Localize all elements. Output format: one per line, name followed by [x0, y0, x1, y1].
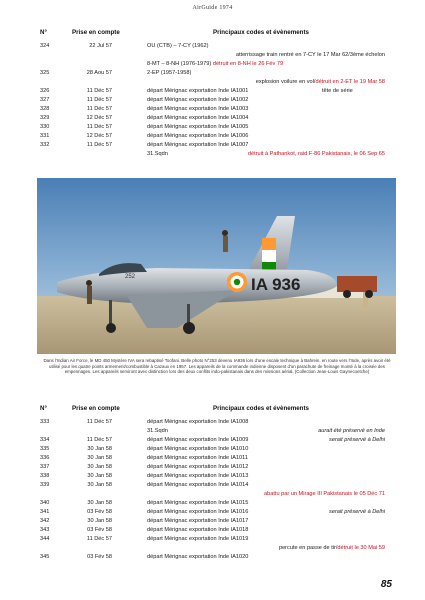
- row-number: 324: [40, 43, 50, 49]
- aircraft-photo: [37, 178, 396, 354]
- table-row: [0, 427, 425, 436]
- table-row: [0, 105, 425, 114]
- table-row: [0, 123, 425, 132]
- event-text: départ Mérignac exportation Inde IA1003: [147, 106, 249, 112]
- event-text: 31.Sqdn: [147, 428, 168, 434]
- event-text: 2-EP (1957-1958): [147, 70, 192, 76]
- remark-text: explosion voilure en vol/: [255, 79, 316, 85]
- row-date: 12 Déc 57: [86, 133, 112, 139]
- table1-header-date: Prise en compte: [72, 29, 120, 36]
- row-date: 30 Jan 58: [87, 464, 112, 470]
- event-text: OU (CTB) – 7-CY (1962): [147, 43, 209, 49]
- event-text: départ Mérignac exportation Inde IA1020: [147, 554, 249, 560]
- table-row: [0, 78, 425, 87]
- row-event: [147, 526, 248, 535]
- event-text: départ Mérignac exportation Inde IA1018: [147, 527, 249, 533]
- table-row: [0, 42, 425, 51]
- remark-preserved-text: serait préservé à Delhi: [329, 509, 385, 515]
- row-date: 03 Fév 58: [87, 509, 112, 515]
- row-remark: [256, 78, 385, 87]
- event-text: départ Mérignac exportation Inde IA1006: [147, 133, 249, 139]
- row-event: [147, 508, 248, 517]
- row-event: [147, 553, 248, 562]
- row-number: 326: [40, 88, 50, 94]
- table-row: [0, 114, 425, 123]
- row-number: 328: [40, 106, 50, 112]
- table1-header-events: Principaux codes et évènements: [213, 29, 309, 36]
- row-number: 341: [40, 509, 50, 515]
- remark-loss-text: détruit à Pathankot, raid F-86 Pakistanais, le 06 Sep 65: [247, 151, 385, 157]
- event-text: départ Mérignac exportation Inde IA1001: [147, 88, 249, 94]
- row-event: [147, 42, 208, 51]
- row-date: 30 Jan 58: [87, 446, 112, 452]
- row-event: [147, 472, 248, 481]
- row-number: 338: [40, 473, 50, 479]
- row-number: 334: [40, 437, 50, 443]
- event-text: départ Mérignac exportation Inde IA1010: [147, 446, 249, 452]
- row-number: 331: [40, 133, 50, 139]
- table-row: [0, 87, 425, 96]
- row-number: 327: [40, 97, 50, 103]
- row-number: 325: [40, 70, 50, 76]
- row-date: 11 Déc 57: [86, 97, 112, 103]
- event-text: départ Mérignac exportation Inde IA1014: [147, 482, 249, 488]
- row-event: [147, 105, 248, 114]
- event-text: départ Mérignac exportation Inde IA1016: [147, 509, 249, 515]
- remark-loss-text: détruit en 2-ET le 19 Mar 58: [315, 79, 385, 85]
- table-row: [0, 51, 425, 60]
- row-date: 30 Jan 58: [87, 482, 112, 488]
- row-date: 11 Déc 57: [86, 124, 112, 130]
- event-text: départ Mérignac exportation Inde IA1007: [147, 142, 249, 148]
- row-date: 22 Jul 57: [89, 43, 112, 49]
- table1-header-num: N°: [40, 29, 47, 36]
- row-date: 30 Jan 58: [87, 473, 112, 479]
- table-row: [0, 141, 425, 150]
- row-event: [147, 141, 248, 150]
- row-number: 342: [40, 518, 50, 524]
- aircraft-serial: IA 936: [251, 275, 301, 294]
- page-number: 85: [380, 579, 392, 590]
- row-number: 344: [40, 536, 50, 542]
- table-row: [0, 463, 425, 472]
- row-remark: [279, 544, 385, 553]
- row-event: [147, 436, 248, 445]
- table-row: [0, 481, 425, 490]
- row-number: 336: [40, 455, 50, 461]
- event-text: 31.Sqdn: [147, 151, 168, 157]
- table-row: [0, 508, 425, 517]
- table-row: [0, 445, 425, 454]
- remark-text: percute en passe de tir/: [278, 545, 338, 551]
- table-row: [0, 472, 425, 481]
- row-number: 333: [40, 419, 50, 425]
- event-text: départ Mérignac exportation Inde IA1013: [147, 473, 249, 479]
- row-date: 30 Jan 58: [87, 518, 112, 524]
- remark-preserved-text: serait préservé à Delhi: [329, 437, 385, 443]
- row-date: 12 Déc 57: [86, 115, 112, 121]
- table-row: [0, 60, 425, 69]
- table-row: [0, 526, 425, 535]
- remark-preserved-text: aurait été préservé en Inde: [318, 428, 385, 434]
- row-event: [147, 123, 248, 132]
- table2-header-events: Principaux codes et évènements: [213, 405, 309, 412]
- row-event: [147, 445, 248, 454]
- row-number: 340: [40, 500, 50, 506]
- row-number: 330: [40, 124, 50, 130]
- row-remark: [248, 150, 385, 159]
- table-row: [0, 150, 425, 159]
- row-number: 339: [40, 482, 50, 488]
- row-date: 30 Jan 58: [87, 500, 112, 506]
- running-head: AirGuide 1974: [192, 5, 233, 11]
- event-text: départ Mérignac exportation Inde IA1015: [147, 500, 249, 506]
- table-row: [0, 454, 425, 463]
- row-date: 11 Déc 57: [86, 106, 112, 112]
- table-row: [0, 69, 425, 78]
- row-event: [147, 418, 248, 427]
- table2-header-num: N°: [40, 405, 47, 412]
- table2-header-date: Prise en compte: [72, 405, 120, 412]
- table-row: [0, 132, 425, 141]
- event-text: 8-MT – 8-NH (1976-1979): [147, 61, 212, 67]
- remark-text: atterrissage train rentré en 7-CY le 17 Mar 62/3ème échelon: [235, 52, 385, 58]
- row-event: [147, 463, 248, 472]
- event-text: départ Mérignac exportation Inde IA1002: [147, 97, 249, 103]
- event-text: départ Mérignac exportation Inde IA1012: [147, 464, 249, 470]
- row-number: 337: [40, 464, 50, 470]
- row-date: 11 Déc 57: [86, 88, 112, 94]
- row-number: 343: [40, 527, 50, 533]
- remark-loss-text: détruit le 30 Mai 59: [337, 545, 385, 551]
- row-event: [147, 454, 248, 463]
- event-text: départ Mérignac exportation Inde IA1009: [147, 437, 249, 443]
- event-text: départ Mérignac exportation Inde IA1004: [147, 115, 249, 121]
- row-event: [147, 87, 248, 96]
- event-text: départ Mérignac exportation Inde IA1019: [147, 536, 249, 542]
- row-remark: [329, 436, 385, 445]
- row-event: [147, 481, 248, 490]
- row-event: [147, 150, 168, 159]
- table-row: [0, 535, 425, 544]
- row-remark: [318, 427, 385, 436]
- row-date: 03 Fév 58: [87, 554, 112, 560]
- table-row: [0, 96, 425, 105]
- row-date: 11 Déc 57: [86, 142, 112, 148]
- row-event: [147, 96, 248, 105]
- row-event: [147, 427, 168, 436]
- event-loss-text: détruit en 8-NH le 26 Fév 79: [212, 61, 284, 67]
- table-row: [0, 499, 425, 508]
- row-date: 03 Fév 58: [87, 527, 112, 533]
- row-event: [147, 535, 248, 544]
- photo-caption: Dans l'Indian Air Force, le MD 450 Mystère IVA sera rebaptisé Toofani. Belle photo N°253 devenu IA936 lors d'une escale technique à Bahrein, en route vers l'Inde, après avoir été utilisé pour les quatre points armement/combustible à Cazaux en 1957. Les appareils de la commande indienne disposent d'un parachute de freinage monté à la croisée des empennages. Les appareils serviront avec distinction lors des deux conflits indo-pakistanais dans des missions aérial. (Collection Jean-Louis Gaynecoetche): [43, 358, 391, 375]
- table-row: [0, 490, 425, 499]
- row-event: [147, 499, 248, 508]
- row-date: 11 Déc 57: [86, 437, 112, 443]
- row-event: [147, 517, 248, 526]
- row-event: [147, 132, 248, 141]
- table-row: [0, 436, 425, 445]
- event-text: départ Mérignac exportation Inde IA1011: [147, 455, 248, 461]
- table-row: [0, 418, 425, 427]
- event-text: départ Mérignac exportation Inde IA1017: [147, 518, 249, 524]
- table-row: [0, 544, 425, 553]
- row-remark: [329, 508, 385, 517]
- row-remark: [236, 51, 385, 60]
- remark-loss-text: abattu par un Mirage III Pakistanais le 05 Déc 71: [264, 491, 385, 497]
- row-number: 332: [40, 142, 50, 148]
- row-event: [147, 69, 191, 78]
- event-text: départ Mérignac exportation Inde IA1008: [147, 419, 249, 425]
- nose-number: 252: [125, 274, 136, 280]
- row-date: 28 Aou 57: [86, 70, 112, 76]
- row-number: 335: [40, 446, 50, 452]
- row-note: tête de série: [322, 88, 353, 94]
- row-date: 11 Déc 57: [86, 419, 112, 425]
- event-text: départ Mérignac exportation Inde IA1005: [147, 124, 249, 130]
- row-number: 329: [40, 115, 50, 121]
- row-remark: [264, 490, 385, 499]
- row-event: [147, 60, 283, 69]
- row-date: 30 Jan 58: [87, 455, 112, 461]
- row-date: 11 Déc 57: [86, 536, 112, 542]
- row-event: [147, 114, 248, 123]
- table-row: [0, 553, 425, 562]
- row-number: 345: [40, 554, 50, 560]
- table-row: [0, 517, 425, 526]
